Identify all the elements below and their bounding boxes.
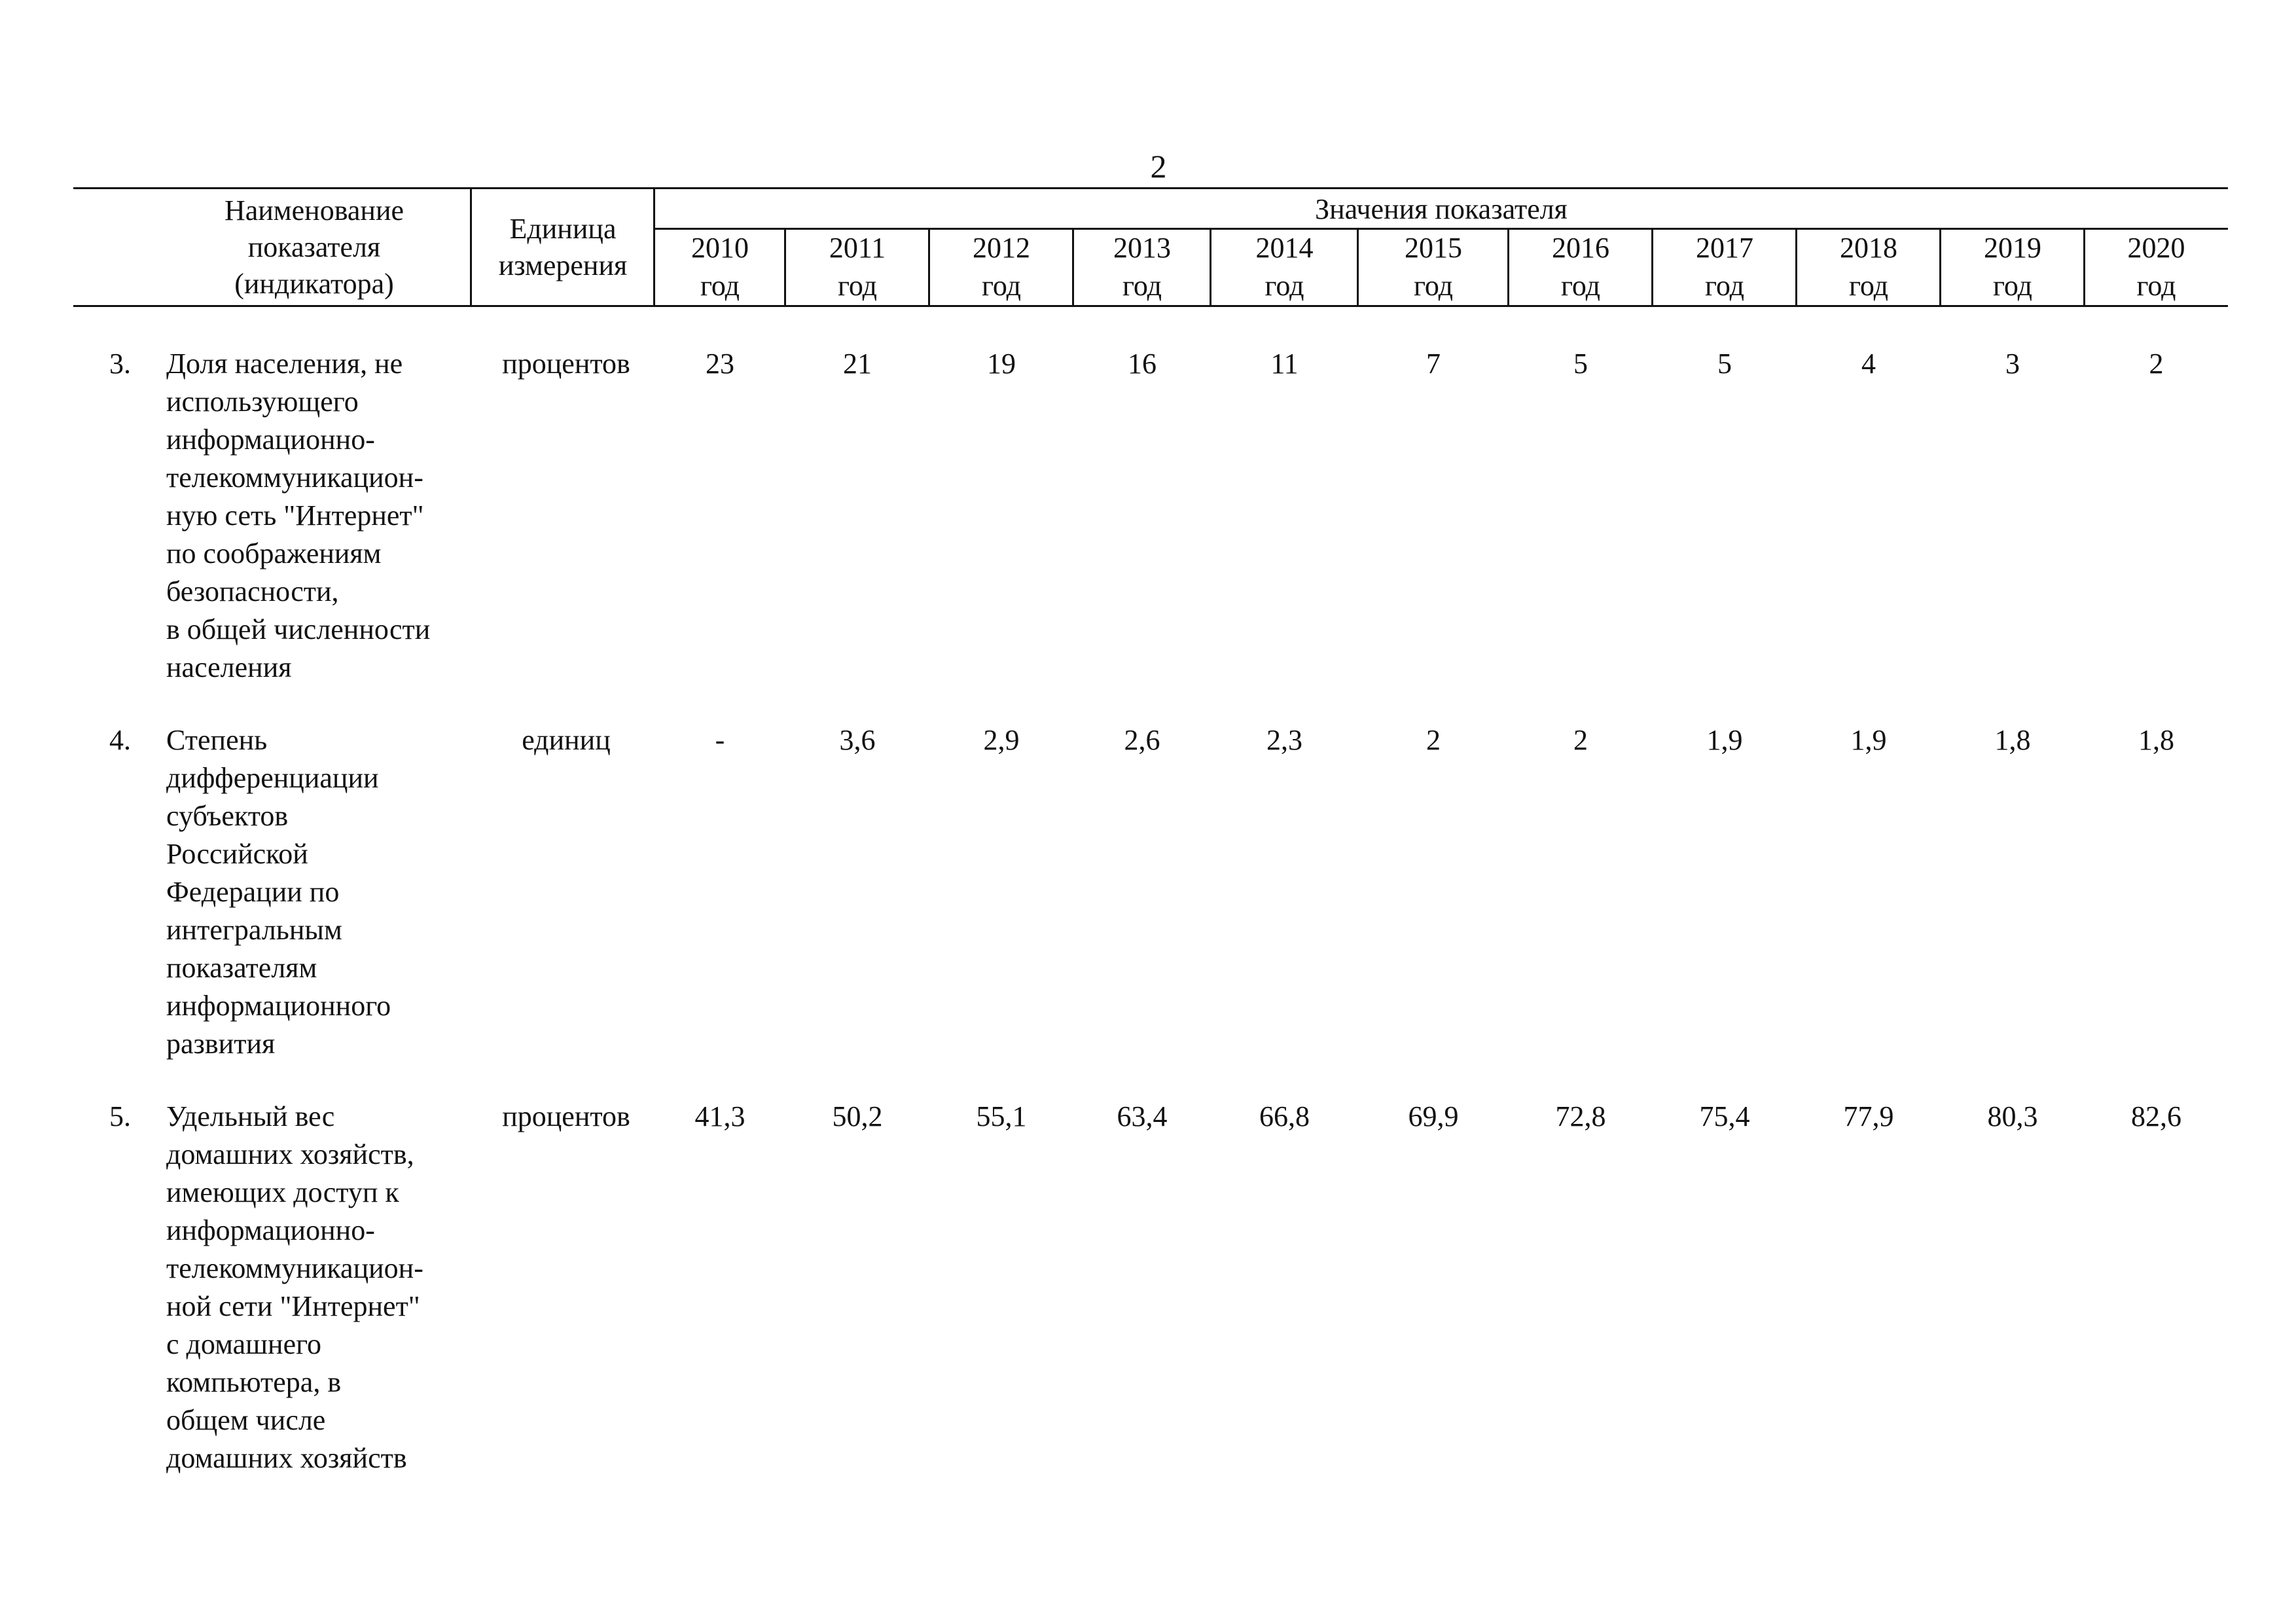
year-label: 2017 bbox=[1696, 232, 1753, 264]
header-values-group: Значения показателя bbox=[1315, 193, 1568, 225]
indicator-name: Удельный вес домашних хозяйств, имеющих доступ к информационно- телекоммуникацион- ной сети "Интернет" с домашнего компьютера, в общем числе домашних хозяйств bbox=[166, 1100, 423, 1474]
indicator-value: 72,8 bbox=[1555, 1100, 1606, 1132]
year-suffix: год bbox=[1265, 270, 1304, 302]
year-header-cell bbox=[1358, 229, 1509, 305]
year-suffix: год bbox=[1560, 270, 1601, 302]
year-label: 2014 bbox=[1255, 232, 1314, 264]
year-label: 2015 bbox=[1405, 232, 1462, 264]
header-unit-column: Единица измерения bbox=[498, 213, 628, 281]
year-suffix: год bbox=[700, 270, 740, 302]
year-divider bbox=[1651, 229, 1653, 306]
indicator-value: 3 bbox=[2005, 348, 2020, 380]
header-name-column: Наименование показателя (индикатора) bbox=[224, 194, 404, 300]
indicator-name: Доля населения, не использующего информационно- телекоммуникацион- ную сеть "Интернет" по соображениям безопасности, в общей численности населения bbox=[166, 348, 431, 683]
indicator-value: 5 bbox=[1573, 348, 1588, 380]
year-suffix: год bbox=[1704, 270, 1745, 302]
year-suffix: год bbox=[1992, 270, 2033, 302]
indicator-value: 2,6 bbox=[1124, 724, 1160, 756]
indicator-value: 77,9 bbox=[1843, 1100, 1894, 1132]
year-suffix: год bbox=[837, 270, 878, 302]
year-header-cell bbox=[2085, 229, 2228, 305]
indicator-value: 1,9 bbox=[1850, 724, 1887, 756]
indicator-value: 1,8 bbox=[1994, 724, 2031, 756]
indicator-value: 55,1 bbox=[976, 1100, 1027, 1132]
year-label: 2013 bbox=[1113, 232, 1171, 264]
indicator-value: 2,9 bbox=[983, 724, 1020, 756]
indicator-value: - bbox=[715, 724, 725, 756]
indicator-value: 1,9 bbox=[1706, 724, 1743, 756]
year-label: 2016 bbox=[1552, 232, 1609, 264]
year-divider bbox=[1072, 229, 1074, 306]
indicator-value: 66,8 bbox=[1259, 1100, 1310, 1132]
year-divider bbox=[2083, 229, 2085, 306]
year-label: 2019 bbox=[1984, 232, 2041, 264]
indicator-name: Степень дифференциации субъектов Российской Федерации по интегральным показателям информационного развития bbox=[166, 724, 391, 1060]
year-label: 2018 bbox=[1840, 232, 1897, 264]
indicator-value: 23 bbox=[706, 348, 734, 380]
indicator-value: 21 bbox=[843, 348, 872, 380]
indicator-value: 5 bbox=[1717, 348, 1732, 380]
year-divider bbox=[1210, 229, 1211, 306]
year-header-cell bbox=[1653, 229, 1797, 305]
year-header-cell bbox=[655, 229, 785, 305]
year-label: 2011 bbox=[829, 232, 886, 264]
indicator-value: 11 bbox=[1270, 348, 1299, 380]
indicator-value: 69,9 bbox=[1408, 1100, 1459, 1132]
page-number: 2 bbox=[1150, 148, 1167, 185]
year-header-cell bbox=[1797, 229, 1941, 305]
row-number: 4. bbox=[109, 724, 131, 756]
year-header-cell bbox=[929, 229, 1073, 305]
year-suffix: год bbox=[1122, 270, 1162, 302]
year-header-cell bbox=[1941, 229, 2085, 305]
indicator-value: 1,8 bbox=[2138, 724, 2174, 756]
indicator-unit: процентов bbox=[502, 348, 630, 380]
year-label: 2012 bbox=[973, 232, 1030, 264]
indicator-value: 82,6 bbox=[2131, 1100, 2181, 1132]
year-label: 2010 bbox=[691, 232, 749, 264]
year-suffix: год bbox=[981, 270, 1022, 302]
indicator-value: 2 bbox=[1573, 724, 1588, 756]
year-label: 2020 bbox=[2127, 232, 2185, 264]
indicator-value: 3,6 bbox=[839, 724, 876, 756]
year-divider bbox=[784, 229, 786, 306]
indicator-value: 19 bbox=[987, 348, 1016, 380]
header-bottom-rule bbox=[73, 305, 2228, 307]
indicator-value: 4 bbox=[1861, 348, 1876, 380]
indicator-value: 2,3 bbox=[1266, 724, 1302, 756]
indicator-value: 80,3 bbox=[1987, 1100, 2038, 1132]
indicator-value: 2 bbox=[2149, 348, 2164, 380]
indicator-unit: единиц bbox=[522, 724, 611, 756]
year-suffix: год bbox=[1413, 270, 1454, 302]
table-top-rule bbox=[73, 187, 2228, 189]
indicator-value: 7 bbox=[1426, 348, 1441, 380]
divider-name-unit bbox=[470, 189, 472, 306]
year-divider bbox=[1939, 229, 1941, 306]
row-number: 5. bbox=[109, 1100, 131, 1132]
indicator-value: 63,4 bbox=[1117, 1100, 1168, 1132]
row-number: 3. bbox=[109, 348, 131, 380]
year-header-cell bbox=[1509, 229, 1653, 305]
year-header-cell bbox=[785, 229, 929, 305]
indicator-value: 2 bbox=[1426, 724, 1441, 756]
year-suffix: год bbox=[2136, 270, 2176, 302]
year-divider bbox=[928, 229, 930, 306]
year-header-cell bbox=[1211, 229, 1358, 305]
year-divider bbox=[1357, 229, 1359, 306]
year-divider bbox=[1507, 229, 1509, 306]
indicator-value: 41,3 bbox=[694, 1100, 745, 1132]
indicator-unit: процентов bbox=[502, 1100, 630, 1132]
indicator-value: 50,2 bbox=[832, 1100, 883, 1132]
year-suffix: год bbox=[1848, 270, 1889, 302]
year-header-cell bbox=[1073, 229, 1211, 305]
year-divider bbox=[1795, 229, 1797, 306]
indicator-value: 16 bbox=[1128, 348, 1157, 380]
indicator-value: 75,4 bbox=[1699, 1100, 1750, 1132]
